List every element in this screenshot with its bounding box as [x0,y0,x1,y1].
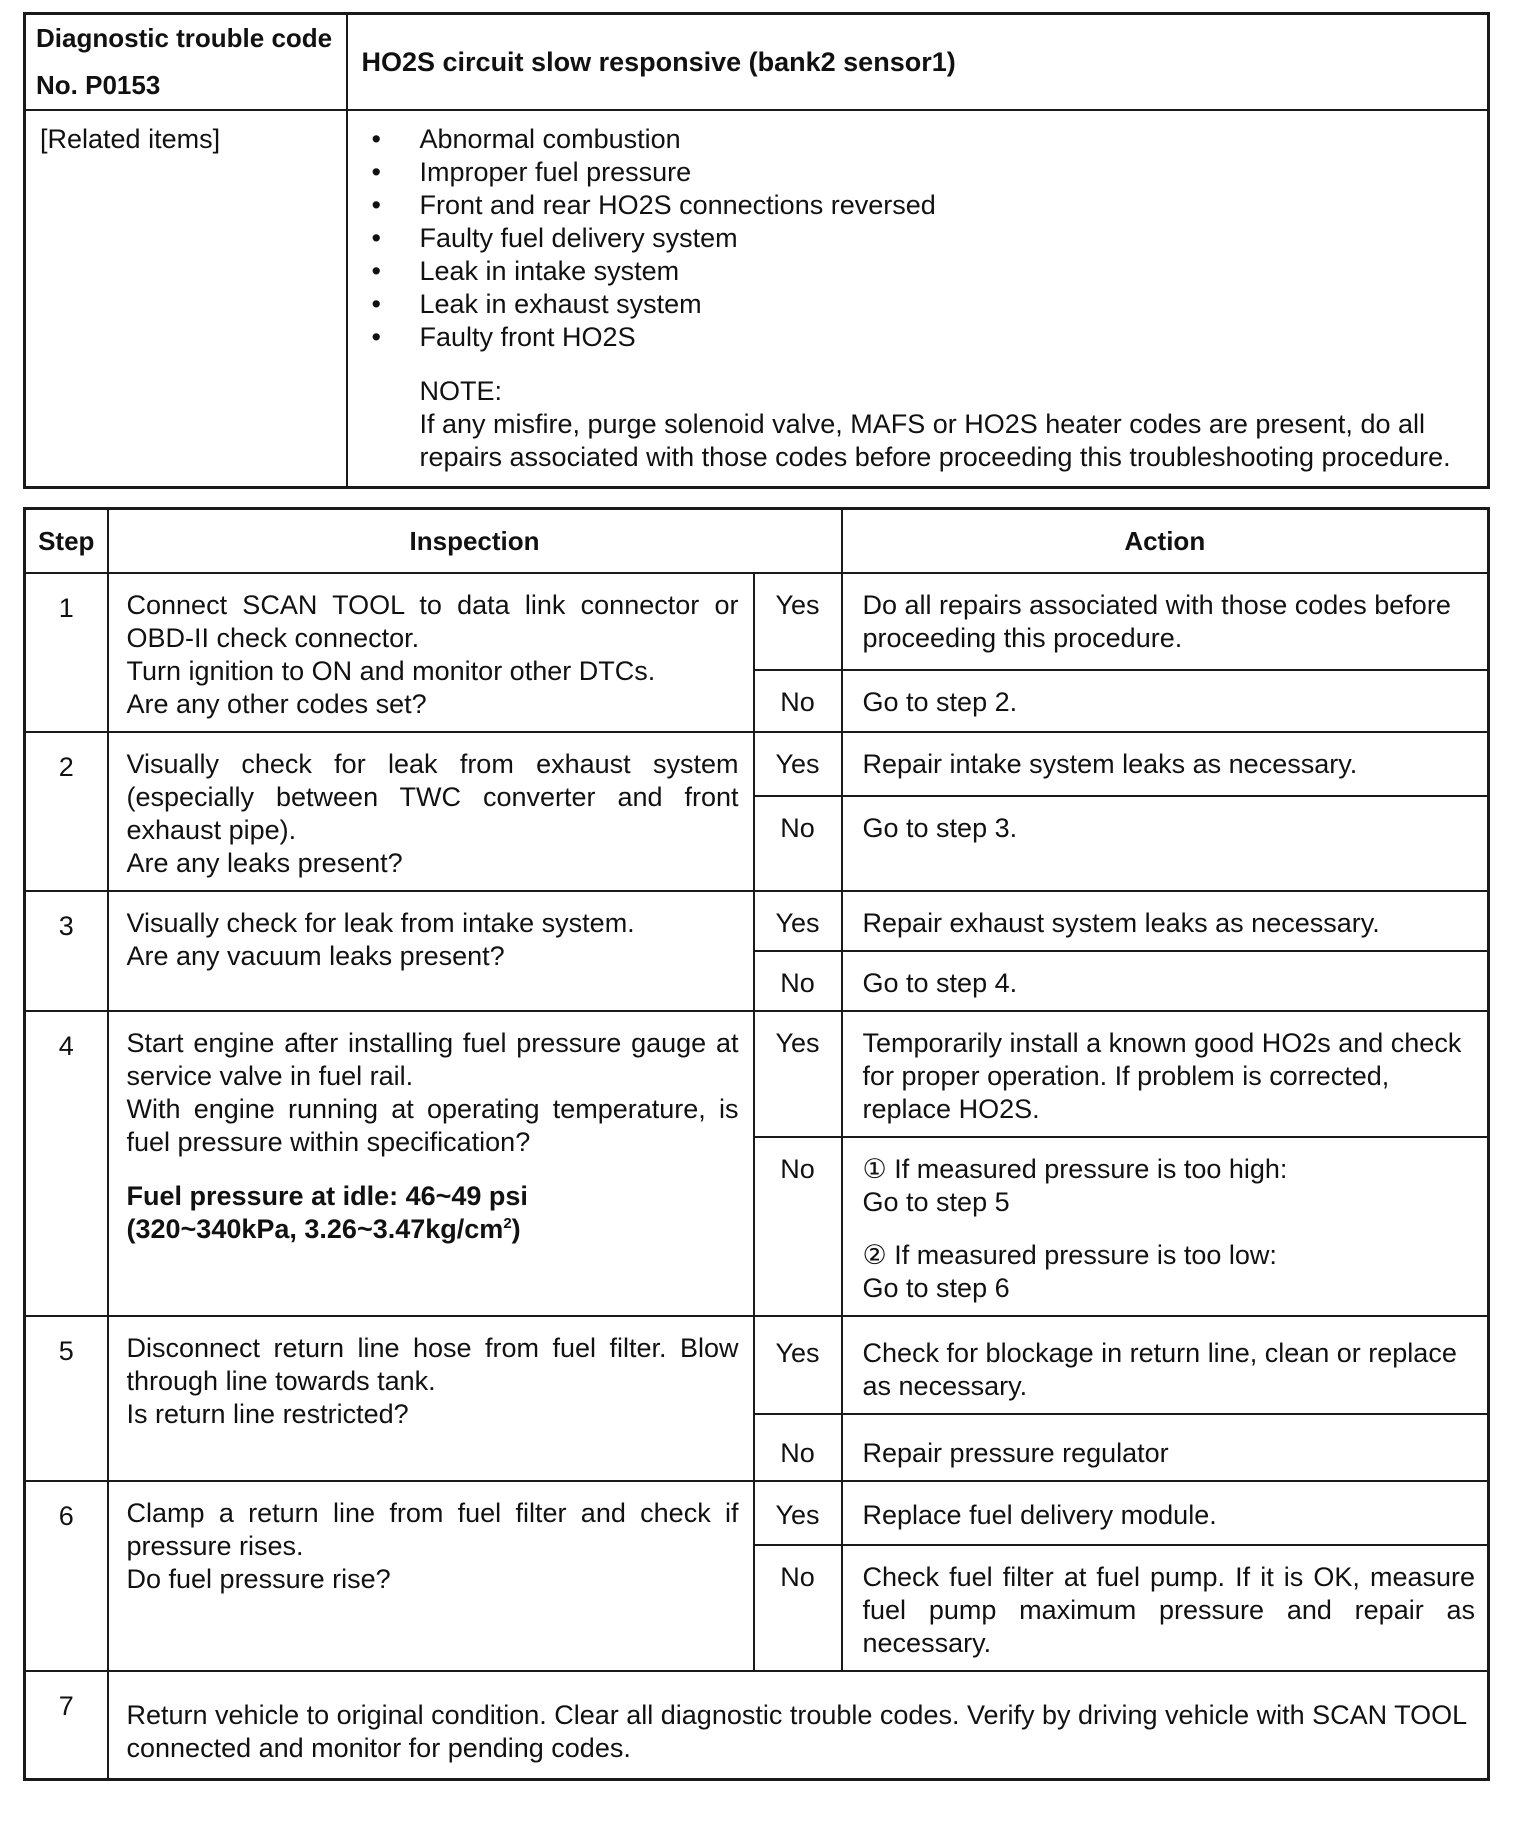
no-answer: No [754,1414,842,1481]
fuel-pressure-spec [127,1180,739,1246]
step-inspection: Visually check for leak from intake system. Are any vacuum leaks present? [108,891,754,1011]
step-row [25,1481,1489,1545]
dtc-code-number: No. P0153 [36,70,161,100]
bullet-icon: • [371,190,381,220]
yes-answer: Yes [754,1011,842,1137]
bullet-icon: • [371,124,381,154]
related-item [362,288,1472,321]
dtc-title: HO2S circuit slow responsive (bank2 sensor1) [347,14,1489,111]
note-block [362,375,1472,474]
related-item-text: Improper fuel pressure [419,157,692,187]
related-item [362,255,1472,288]
step-row [25,732,1489,796]
yes-answer: Yes [754,732,842,796]
related-item-text: Abnormal combustion [419,124,681,154]
dtc-code-cell [25,14,347,111]
related-items-row [25,110,1489,488]
no-action-high: ① If measured pressure is too high: Go to step 5 [862,1154,1288,1217]
step-number: 6 [25,1481,108,1671]
bullet-icon: • [371,157,381,187]
related-item [362,189,1472,222]
step-row [25,1316,1489,1414]
step-number: 5 [25,1316,108,1481]
no-answer: No [754,796,842,891]
step-inspection-text: Start engine after installing fuel pressure gauge at service valve in fuel rail. With engine running at operating temperature, is fuel pressure within specification? [126,1028,739,1157]
step-number: 4 [25,1011,108,1316]
no-action: Go to step 4. [842,951,1489,1011]
related-items-body [347,110,1489,488]
related-item [362,222,1472,255]
inspection-column-header: Inspection [108,509,842,574]
step-row [25,573,1489,670]
related-items-label: [Related items] [25,110,347,488]
spec-superscript: 2 [503,1215,512,1232]
bullet-icon: • [371,256,381,286]
related-item-text: Front and rear HO2S connections reversed [419,190,936,220]
steps-header-row [25,509,1489,574]
dtc-title-row [25,14,1489,111]
step-row [25,891,1489,951]
related-item-text: Faulty front HO2S [419,322,636,352]
yes-answer: Yes [754,1316,842,1414]
dtc-header-table [23,12,1490,489]
yes-answer: Yes [754,573,842,670]
step-number: 2 [25,732,108,891]
bullet-icon: • [371,289,381,319]
no-action [842,1137,1489,1316]
bullet-icon: • [371,223,381,253]
action-column-header: Action [842,509,1489,574]
related-item [362,123,1472,156]
step-inspection: Connect SCAN TOOL to data link connector or OBD-II check connector. Turn ignition to ON and monitor other DTCs. Are any other codes set? [108,573,754,732]
step-inspection: Disconnect return line hose from fuel filter. Blow through line towards tank. Is return line restricted? [108,1316,754,1481]
no-action: Go to step 3. [842,796,1489,891]
no-answer: No [754,1545,842,1671]
related-item-text: Leak in intake system [419,256,680,286]
no-action: Go to step 2. [842,670,1489,732]
yes-action: Do all repairs associated with those codes before proceeding this procedure. [842,573,1489,670]
spec-line-2 [127,1213,739,1246]
step-row [25,1671,1489,1780]
step-column-header: Step [25,509,108,574]
no-action: Check fuel filter at fuel pump. If it is OK, measure fuel pump maximum pressure and repair as necessary. [842,1545,1489,1671]
related-item [362,156,1472,189]
step-inspection: Clamp a return line from fuel filter and check if pressure rises. Do fuel pressure rise? [108,1481,754,1671]
yes-answer: Yes [754,1481,842,1545]
no-answer: No [754,951,842,1011]
yes-action: Replace fuel delivery module. [842,1481,1489,1545]
yes-action: Temporarily install a known good HO2s and check for proper operation. If problem is corrected, replace HO2S. [842,1011,1489,1137]
step-number: 1 [25,573,108,732]
troubleshooting-steps-table [23,507,1490,1781]
step-inspection: Visually check for leak from exhaust system (especially between TWC converter and front exhaust pipe). Are any leaks present? [108,732,754,891]
no-answer: No [754,1137,842,1316]
spec-close: ) [511,1214,521,1244]
yes-action: Repair intake system leaks as necessary. [842,732,1489,796]
step-row [25,1011,1489,1137]
step-number: 7 [25,1671,108,1780]
related-items-list [362,123,1472,354]
yes-action: Repair exhaust system leaks as necessary. [842,891,1489,951]
no-action-low: ② If measured pressure is too low: Go to step 6 [862,1240,1277,1303]
yes-answer: Yes [754,891,842,951]
spec-line-2-text: (320~340kPa, 3.26~3.47kg/cm [126,1214,504,1244]
bullet-icon: • [371,322,381,352]
no-answer: No [754,670,842,732]
yes-action: Check for blockage in return line, clean or replace as necessary. [842,1316,1489,1414]
note-text: If any misfire, purge solenoid valve, MAFS or HO2S heater codes are present, do all repairs associated with those codes before proceeding this troubleshooting procedure. [419,409,1451,472]
related-item-text: Faulty fuel delivery system [419,223,738,253]
spec-line-1: Fuel pressure at idle: 46~49 psi [126,1181,528,1211]
step-inspection [108,1011,754,1316]
step-full-text: Return vehicle to original condition. Clear all diagnostic trouble codes. Verify by driving vehicle with SCAN TOOL connected and monitor for pending codes. [108,1671,1489,1780]
note-label: NOTE: [419,376,503,406]
dtc-code-label: Diagnostic trouble code [36,23,333,53]
related-item-text: Leak in exhaust system [419,289,702,319]
no-action: Repair pressure regulator [842,1414,1489,1481]
related-item [362,321,1472,354]
step-number: 3 [25,891,108,1011]
